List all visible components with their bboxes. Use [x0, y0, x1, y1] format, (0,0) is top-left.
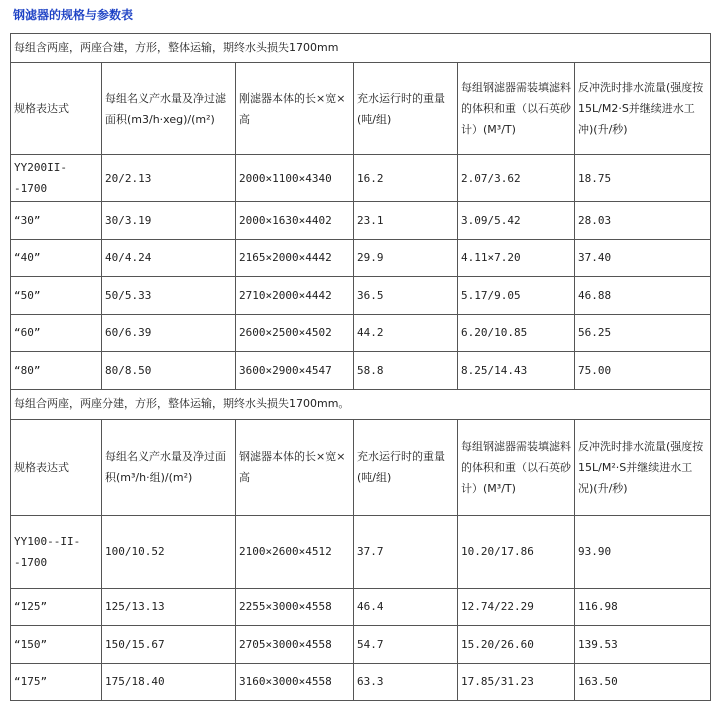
header-weight: 充水运行时的重量(吨/组)	[354, 63, 458, 155]
cell-flow-area: 40/4.24	[102, 239, 236, 277]
header-spec: 规格表达式	[11, 63, 102, 155]
cell-weight: 37.7	[354, 515, 458, 588]
cell-media-volume: 12.74/22.29	[458, 588, 575, 626]
cell-spec: “30”	[11, 202, 102, 240]
table-row	[11, 314, 711, 352]
cell-media-volume: 2.07/3.62	[458, 155, 575, 202]
cell-weight: 29.9	[354, 239, 458, 277]
cell-dimensions: 3160×3000×4558	[236, 663, 354, 701]
cell-backwash-flow: 37.40	[575, 239, 711, 277]
header-weight: 充水运行时的重量(吨/组)	[354, 419, 458, 515]
cell-media-volume: 6.20/10.85	[458, 314, 575, 352]
cell-backwash-flow: 56.25	[575, 314, 711, 352]
cell-spec: “60”	[11, 314, 102, 352]
cell-spec: “150”	[11, 626, 102, 664]
cell-flow-area: 50/5.33	[102, 277, 236, 315]
cell-spec: “175”	[11, 663, 102, 701]
page-title: 钢滤器的规格与参数表	[13, 8, 134, 22]
table-row	[11, 626, 711, 664]
cell-flow-area: 30/3.19	[102, 202, 236, 240]
cell-dimensions: 2255×3000×4558	[236, 588, 354, 626]
header-dimensions: 钢滤器本体的长×宽×高	[236, 419, 354, 515]
section1-header-row	[11, 63, 711, 155]
cell-flow-area: 60/6.39	[102, 314, 236, 352]
table-row	[11, 202, 711, 240]
cell-flow-area: 175/18.40	[102, 663, 236, 701]
table-row	[11, 515, 711, 588]
table-row	[11, 352, 711, 390]
table-row	[11, 155, 711, 202]
cell-media-volume: 4.11×7.20	[458, 239, 575, 277]
cell-backwash-flow: 139.53	[575, 626, 711, 664]
cell-weight: 58.8	[354, 352, 458, 390]
cell-backwash-flow: 28.03	[575, 202, 711, 240]
header-flow-area: 每组名义产水量及净过面积(m³/h·组)/(m²)	[102, 419, 236, 515]
header-media-volume: 每组钢滤器需装填滤料的体积和重（以石英砂计）(M³/T)	[458, 419, 575, 515]
cell-dimensions: 2165×2000×4442	[236, 239, 354, 277]
cell-dimensions: 2100×2600×4512	[236, 515, 354, 588]
cell-backwash-flow: 93.90	[575, 515, 711, 588]
cell-media-volume: 17.85/31.23	[458, 663, 575, 701]
cell-backwash-flow: 116.98	[575, 588, 711, 626]
cell-flow-area: 150/15.67	[102, 626, 236, 664]
cell-media-volume: 3.09/5.42	[458, 202, 575, 240]
cell-spec: “125”	[11, 588, 102, 626]
cell-weight: 23.1	[354, 202, 458, 240]
cell-weight: 54.7	[354, 626, 458, 664]
cell-flow-area: 20/2.13	[102, 155, 236, 202]
cell-weight: 36.5	[354, 277, 458, 315]
cell-weight: 44.2	[354, 314, 458, 352]
cell-backwash-flow: 46.88	[575, 277, 711, 315]
cell-weight: 16.2	[354, 155, 458, 202]
header-dimensions: 刚滤器本体的长×宽×高	[236, 63, 354, 155]
header-media-volume: 每组钢滤器需装填滤料的体积和重（以石英砂计）(M³/T)	[458, 63, 575, 155]
table-row	[11, 239, 711, 277]
table-row	[11, 277, 711, 315]
cell-spec: “40”	[11, 239, 102, 277]
spec-table	[10, 33, 711, 701]
cell-dimensions: 2705×3000×4558	[236, 626, 354, 664]
table-row	[11, 663, 711, 701]
cell-dimensions: 3600×2900×4547	[236, 352, 354, 390]
section2-banner-row	[11, 389, 711, 419]
cell-dimensions: 2710×2000×4442	[236, 277, 354, 315]
cell-spec: YY200II--1700	[11, 155, 102, 202]
header-flow-area: 每组名义产水量及净过滤面积(m3/h·xeg)/(m²)	[102, 63, 236, 155]
cell-dimensions: 2000×1100×4340	[236, 155, 354, 202]
cell-flow-area: 125/13.13	[102, 588, 236, 626]
section2-banner: 每组合两座，两座分建，方形，整体运输，期终水头损失1700mm。	[11, 389, 711, 419]
table-row	[11, 588, 711, 626]
section1-banner: 每组含两座，两座合建，方形，整体运输，期终水头损失1700mm	[11, 34, 711, 63]
cell-weight: 46.4	[354, 588, 458, 626]
cell-spec: “80”	[11, 352, 102, 390]
cell-dimensions: 2000×1630×4402	[236, 202, 354, 240]
cell-media-volume: 8.25/14.43	[458, 352, 575, 390]
cell-backwash-flow: 75.00	[575, 352, 711, 390]
header-spec: 规格表达式	[11, 419, 102, 515]
cell-spec: YY100--II--1700	[11, 515, 102, 588]
cell-media-volume: 15.20/26.60	[458, 626, 575, 664]
cell-media-volume: 5.17/9.05	[458, 277, 575, 315]
section2-header-row	[11, 419, 711, 515]
cell-spec: “50”	[11, 277, 102, 315]
header-backwash-flow: 反冲洗时排水流量(强度按15L/M2·S并继续进水工冲)(升/秒)	[575, 63, 711, 155]
cell-weight: 63.3	[354, 663, 458, 701]
cell-media-volume: 10.20/17.86	[458, 515, 575, 588]
cell-backwash-flow: 163.50	[575, 663, 711, 701]
section1-banner-row	[11, 34, 711, 63]
cell-flow-area: 100/10.52	[102, 515, 236, 588]
header-backwash-flow: 反冲洗时排水流量(强度按15L/M²·S并继续进水工况)(升/秒)	[575, 419, 711, 515]
cell-backwash-flow: 18.75	[575, 155, 711, 202]
cell-flow-area: 80/8.50	[102, 352, 236, 390]
cell-dimensions: 2600×2500×4502	[236, 314, 354, 352]
